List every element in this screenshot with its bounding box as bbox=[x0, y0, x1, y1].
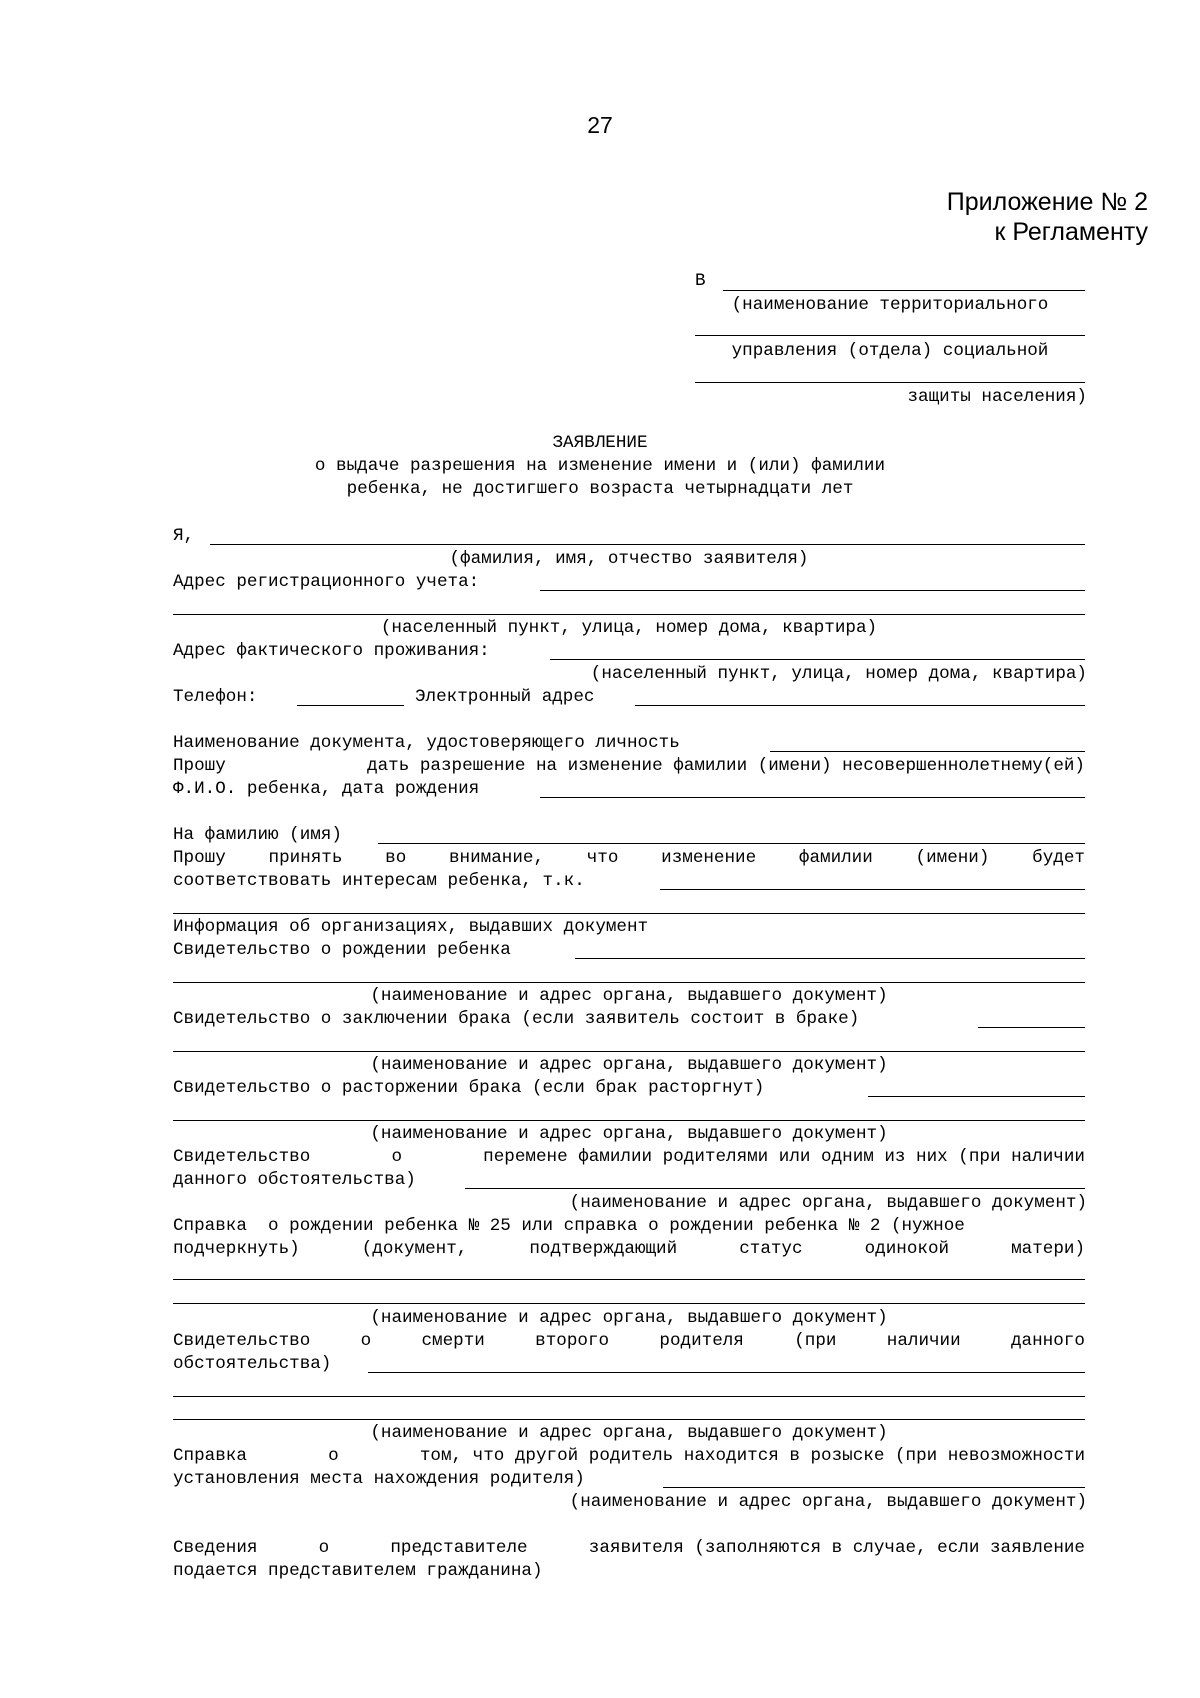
death-cert-field-1[interactable] bbox=[368, 1372, 1085, 1373]
addressee-field-3[interactable] bbox=[695, 382, 1085, 383]
addressee-caption-3: защиты населения) bbox=[907, 387, 1087, 407]
new-name-label: На фамилию (имя) bbox=[173, 825, 342, 845]
new-name-field[interactable] bbox=[378, 843, 1085, 844]
org-info-heading: Информация об организациях, выдавших документ bbox=[173, 917, 649, 937]
death-cert-field-3[interactable] bbox=[173, 1419, 1085, 1420]
interests-label: соответствовать интересам ребенка, т.к. bbox=[173, 871, 585, 891]
interests-field-1[interactable] bbox=[660, 889, 1085, 890]
appendix-header bbox=[947, 187, 1148, 247]
death-cert-line: Свидетельство о смерти второго родителя (при наличии данного bbox=[173, 1331, 1085, 1351]
marriage-cert-label: Свидетельство о заключении брака (если заявитель состоит в браке) bbox=[173, 1009, 860, 1029]
reg-address-label: Адрес регистрационного учета: bbox=[173, 572, 480, 592]
child-fio-field[interactable] bbox=[540, 797, 1085, 798]
actual-address-caption: (населенный пункт, улица, номер дома, квартира) bbox=[590, 664, 1087, 684]
addressee-prefix: В bbox=[695, 271, 706, 291]
birth-cert-field-2[interactable] bbox=[173, 982, 1085, 983]
surname-change-label-2: данного обстоятельства) bbox=[173, 1170, 416, 1190]
death-cert-field-2[interactable] bbox=[173, 1396, 1085, 1397]
divorce-cert-field-2[interactable] bbox=[173, 1120, 1085, 1121]
cert25-field-2[interactable] bbox=[173, 1303, 1085, 1304]
search-label-2: установления места нахождения родителя) bbox=[173, 1469, 585, 1489]
phone-field[interactable] bbox=[297, 705, 404, 706]
email-label: Электронный адрес bbox=[415, 687, 595, 707]
reg-address-field-2[interactable] bbox=[173, 614, 1085, 615]
representative-line: Сведения о представителе заявителя (заполняются в случае, если заявление bbox=[173, 1538, 1085, 1558]
cert25-line-1: Справка о рождении ребенка № 25 или справка о рождении ребенка № 2 (нужное bbox=[173, 1216, 965, 1236]
marriage-cert-field-1[interactable] bbox=[978, 1027, 1085, 1028]
marriage-cert-field-2[interactable] bbox=[173, 1051, 1085, 1052]
divorce-cert-field-1[interactable] bbox=[868, 1096, 1085, 1097]
addressee-field-1[interactable] bbox=[723, 290, 1085, 291]
applicant-fio-caption: (фамилия, имя, отчество заявителя) bbox=[449, 549, 809, 569]
addressee-caption-2: управления (отдела) социальной bbox=[731, 341, 1049, 361]
surname-change-line: Свидетельство о перемене фамилии родителями или одним из них (при наличии bbox=[173, 1147, 1085, 1167]
death-cert-caption: (наименование и адрес органа, выдавшего документ) bbox=[370, 1423, 888, 1443]
actual-address-label: Адрес фактического проживания: bbox=[173, 641, 490, 661]
actual-address-field[interactable] bbox=[550, 659, 1085, 660]
cert25-field-1[interactable] bbox=[173, 1279, 1085, 1280]
search-caption: (наименование и адрес органа, выдавшего документ) bbox=[569, 1492, 1087, 1512]
divorce-cert-caption: (наименование и адрес органа, выдавшего документ) bbox=[370, 1124, 888, 1144]
birth-cert-label: Свидетельство о рождении ребенка bbox=[173, 940, 511, 960]
cert25-caption: (наименование и адрес органа, выдавшего документ) bbox=[370, 1308, 888, 1328]
representative-label-2: подается представителем гражданина) bbox=[173, 1561, 543, 1581]
birth-cert-field-1[interactable] bbox=[575, 958, 1085, 959]
email-field[interactable] bbox=[635, 705, 1085, 706]
page-number: 27 bbox=[587, 112, 613, 138]
reg-address-caption: (населенный пункт, улица, номер дома, квартира) bbox=[380, 618, 878, 638]
birth-cert-caption: (наименование и адрес органа, выдавшего документ) bbox=[370, 986, 888, 1006]
reg-address-field-1[interactable] bbox=[540, 590, 1085, 591]
applicant-label: Я, bbox=[173, 526, 195, 546]
id-doc-field[interactable] bbox=[770, 751, 1085, 752]
surname-change-caption: (наименование и адрес органа, выдавшего документ) bbox=[569, 1193, 1087, 1213]
marriage-cert-caption: (наименование и адрес органа, выдавшего документ) bbox=[370, 1055, 888, 1075]
appendix-line-2: к Регламенту bbox=[994, 218, 1148, 246]
addressee-field-2[interactable] bbox=[695, 335, 1085, 336]
child-fio-label: Ф.И.О. ребенка, дата рождения bbox=[173, 779, 480, 799]
document-title: ЗАЯВЛЕНИЕ bbox=[552, 433, 648, 453]
phone-label: Телефон: bbox=[173, 687, 258, 707]
applicant-fio-field[interactable] bbox=[210, 544, 1085, 545]
death-cert-label-2: обстоятельства) bbox=[173, 1354, 332, 1374]
request-line: Прошу дать разрешение на изменение фамилии (имени) несовершеннолетнему(ей) bbox=[173, 756, 1085, 776]
document-subtitle-1: о выдаче разрешения на изменение имени и (или) фамилии bbox=[314, 456, 886, 476]
surname-change-field[interactable] bbox=[465, 1188, 1085, 1189]
consider-line: Прошу принять во внимание, что изменение фамилии (имени) будет bbox=[173, 848, 1085, 868]
addressee-caption-1: (наименование территориального bbox=[731, 295, 1049, 315]
cert25-line-2: подчеркнуть) (документ, подтверждающий статус одинокой матери) bbox=[173, 1239, 1085, 1259]
search-field[interactable] bbox=[663, 1487, 1085, 1488]
id-doc-label: Наименование документа, удостоверяющего личность bbox=[173, 733, 680, 753]
appendix-line-1: Приложение № 2 bbox=[946, 188, 1148, 216]
search-line: Справка о том, что другой родитель находится в розыске (при невозможности bbox=[173, 1446, 1085, 1466]
interests-field-2[interactable] bbox=[173, 913, 1085, 914]
document-subtitle-2: ребенка, не достигшего возраста четырнадцати лет bbox=[346, 479, 854, 499]
divorce-cert-label: Свидетельство о расторжении брака (если брак расторгнут) bbox=[173, 1078, 765, 1098]
